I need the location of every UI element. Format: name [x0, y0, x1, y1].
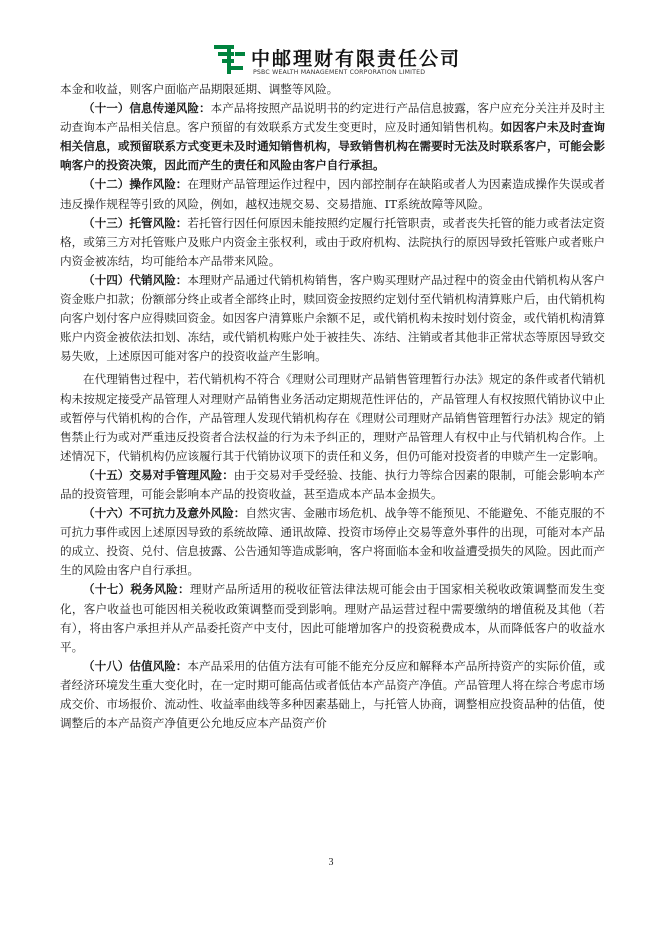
paragraph-continuation: 本金和收益，则客户面临产品期限延期、调整等风险。	[60, 82, 339, 96]
paragraph-agency-risk: （十四）代销风险：本理财产品通过代销机构销售，客户购买理财产品过程中的资金由代销机构从客户资金账户扣款；份额部分终止或者全部终止时，赎回资金按照约定划付至代销机构清算账户后，由代销机构向客户划付客户应得赎回资金。如因客户清算账户余额不足，或代销机构未按时划付资金，或代销机构清算账户内资金被依法扣划、冻结，或代销机构账户处于被挂失、冻结、注销或者其他非正常状态等原因导致交易失败，上述原因可能对客户的投资收益产生影响。	[60, 272, 605, 364]
emphasis-text: 如因客户未及时查询相关信息，或预留联系方式变更未及时通知销售机构，导致销售机构在需要时无法及时联系客户，可能会影响客户的投资决策，因此而产生的责任和风险由客户自行承担。	[60, 120, 605, 173]
psbc-logo-icon	[213, 42, 247, 76]
company-name-cn: 中邮理财有限责任公司	[251, 48, 462, 70]
page-number: 3	[328, 857, 334, 868]
section-label: （十二）操作风险：	[83, 177, 188, 192]
paragraph-agency-sales: 在代理销售过程中，若代销机构不符合《理财公司理财产品销售管理暂行办法》规定的条件或者代销机构未按规定接受产品管理人对理财产品销售业务活动定期规范性评估的，产品管理人有权按照代销协议中止或暂停与代销机构的合作，产品管理人发现代销机构存在《理财公司理财产品销售管理暂行办法》规定的销售禁止行为或对严重违反投资者合法权益的行为未予纠正的，理财产品管理人有权中止与代销机构合作。上述情况下，代销机构仍应该履行其于代销协议项下的责任和义务，但仍可能对投资者的申赎产生一定影响。	[60, 372, 605, 463]
paragraph-tax-risk: （十七）税务风险：理财产品所适用的税收征管法律法规可能会由于国家相关税收政策调整而发生变化，客户收益也可能因相关税收政策调整而受到影响。理财产品运营过程中需要缴纳的增值税及其他（若有），将由客户承担并从产品委托资产中支付，因此可能增加客户的投资税费成本，从而降低客户的收益水平。	[60, 582, 605, 654]
section-label: （十四）代销风险：	[83, 272, 188, 287]
page-header	[0, 42, 662, 82]
section-label: （十七）税务风险：	[83, 582, 190, 597]
company-name-en: PSBC WEALTH MANAGEMENT CORPORATION LIMITED	[253, 69, 426, 76]
section-label: （十三）托管风险：	[83, 215, 188, 230]
section-label: （十一）信息传递风险：	[83, 101, 211, 116]
paragraph-information-risk: （十一）信息传递风险：本产品将按照产品说明书的约定进行产品信息披露，客户应充分关注并及时主动查询本产品相关信息。客户预留的有效联系方式发生变更时，应及时通知销售机构。如因客户未及时查询相关信息，或预留联系方式变更未及时通知销售机构，导致销售机构在需要时无法及时联系客户，可能会影响客户的投资决策，因此而产生的责任和风险由客户自行承担。	[60, 101, 605, 173]
paragraph-force-majeure-risk: （十六）不可抗力及意外风险：自然灾害、金融市场危机、战争等不能预见、不能避免、不能克服的不可抗力事件或因上述原因导致的系统故障、通讯故障、投资市场停止交易等意外事件的出现，可能对本产品的成立、投资、兑付、信息披露、公告通知等造成影响，客户将面临本金和收益遭受损失的风险。因此而产生的风险由客户自行承担。	[60, 506, 605, 578]
paragraph-operation-risk: （十二）操作风险：在理财产品管理运作过程中，因内部控制存在缺陷或者人为因素造成操作失误或者违反操作规程等引致的风险，例如，越权违规交易、交易措施、IT系统故障等风险。	[60, 177, 605, 211]
section-label: （十六）不可抗力及意外风险：	[83, 506, 246, 521]
document-body	[60, 80, 605, 733]
paragraph-custody-risk: （十三）托管风险：若托管行因任何原因未能按照约定履行托管职责，或者丧失托管的能力或者法定资格，或第三方对托管账户及账户内资金主张权利，或由于政府机构、法院执行的原因导致托管账户或者账户内资金被冻结，均可能给本产品带来风险。	[60, 215, 605, 268]
section-label: （十五）交易对手管理风险：	[83, 467, 234, 482]
paragraph-valuation-risk: （十八）估值风险：本产品采用的估值方法有可能不能充分反应和解释本产品所持资产的实际价值，或者经济环境发生重大变化时，在一定时期可能高估或者低估本产品资产净值。产品管理人将在综合考虑市场成交价、市场报价、流动性、收益率曲线等多种因素基础上，与托管人协商，调整相应投资品种的估值，使调整后的本产品资产净值更公允地反应本产品资产价	[60, 658, 605, 731]
paragraph-counterparty-risk: （十五）交易对手管理风险：由于交易对手受经验、技能、执行力等综合因素的限制，可能会影响本产品的投资管理，可能会影响本产品的投资收益，甚至造成本产品本金损失。	[60, 467, 605, 501]
section-label: （十八）估值风险：	[83, 658, 188, 673]
